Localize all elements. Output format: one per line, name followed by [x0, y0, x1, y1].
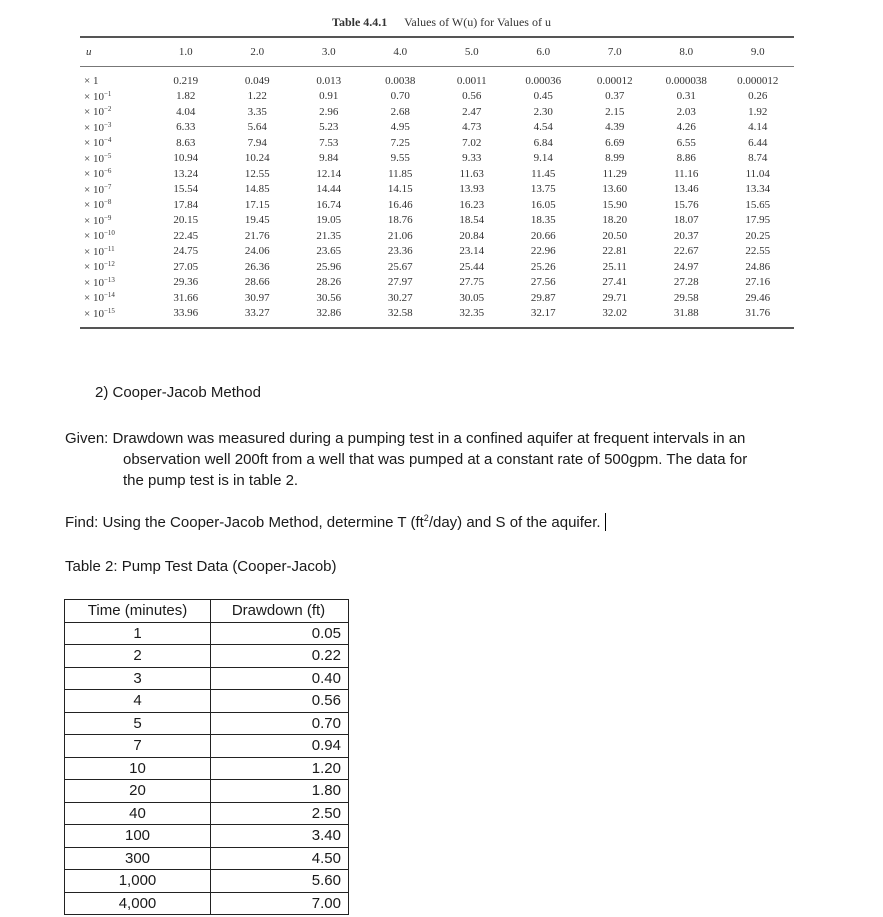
pump-table-row: [65, 690, 349, 713]
wu-value-cell: 4.54: [533, 121, 553, 134]
wu-multiplier-header: 8.0: [679, 46, 694, 58]
wu-value-cell: 27.16: [745, 276, 771, 289]
wu-value-cell: 20.50: [602, 229, 628, 242]
wu-value-cell: 20.25: [745, 229, 771, 242]
wu-value-cell: 13.34: [745, 183, 771, 196]
wu-value-cell: 11.29: [602, 167, 627, 180]
wu-value-cell: 6.44: [748, 136, 768, 149]
wu-value-cell: 22.67: [673, 245, 699, 258]
drawdown-cell: 7.00: [211, 892, 349, 915]
drawdown-cell: 1.80: [211, 780, 349, 803]
wu-value-cell: 11.16: [674, 167, 699, 180]
wu-value-cell: 15.90: [602, 198, 628, 211]
wu-value-cell: 22.45: [173, 229, 199, 242]
wu-table-caption-number: Table 4.4.1: [332, 15, 388, 29]
time-cell: 7: [65, 735, 211, 758]
wu-multiplier-header: 9.0: [750, 46, 765, 58]
wu-value-cell: 1.22: [247, 90, 267, 103]
wu-value-cell: 15.54: [173, 183, 199, 196]
wu-table-row: [80, 290, 794, 306]
drawdown-cell: 0.05: [211, 622, 349, 645]
wu-u-value: [80, 136, 150, 149]
wu-multiplier-header: 5.0: [464, 46, 479, 58]
drawdown-cell: 0.56: [211, 690, 349, 713]
wu-table-row: [80, 151, 794, 167]
wu-value-cell: 17.15: [244, 198, 270, 211]
wu-value-cell: 19.05: [316, 214, 342, 227]
wu-value-cell: 2.96: [319, 105, 339, 118]
wu-value-cell: 24.86: [745, 260, 771, 273]
wu-value-cell: 11.63: [459, 167, 484, 180]
wu-u-exponent: −13: [103, 275, 115, 284]
wu-u-value: [80, 260, 150, 273]
wu-table-row: [80, 213, 794, 229]
wu-value-cell: 27.28: [673, 276, 699, 289]
wu-u-value: [80, 198, 150, 211]
wu-u-exponent: −4: [103, 136, 112, 145]
wu-table-header: [80, 38, 794, 67]
wu-value-cell: 9.55: [390, 152, 410, 165]
wu-value-cell: 21.35: [316, 229, 342, 242]
wu-value-cell: 0.31: [676, 90, 696, 103]
wu-table-row: [80, 73, 794, 89]
pump-table-row: [65, 780, 349, 803]
wu-u-base: × 10: [84, 168, 104, 181]
time-cell: 4,000: [65, 892, 211, 915]
wu-value-cell: 9.14: [533, 152, 553, 165]
wu-value-cell: 2.15: [605, 105, 625, 118]
drawdown-cell: 2.50: [211, 802, 349, 825]
wu-value-cell: 22.81: [602, 245, 628, 258]
wu-value-cell: 2.30: [533, 105, 553, 118]
wu-value-cell: 12.55: [244, 167, 270, 180]
wu-u-base: × 10: [84, 106, 104, 119]
wu-u-exponent: −3: [103, 120, 112, 129]
pump-table-row: [65, 825, 349, 848]
wu-value-cell: 29.87: [530, 291, 556, 304]
wu-multiplier-header: 6.0: [536, 46, 551, 58]
wu-value-cell: 8.99: [605, 152, 625, 165]
wu-table-row: [80, 244, 794, 260]
wu-value-cell: 30.56: [316, 291, 342, 304]
wu-value-cell: 33.96: [173, 307, 199, 320]
wu-value-cell: 23.36: [387, 245, 413, 258]
wu-table-row: [80, 259, 794, 275]
wu-u-value: [80, 229, 150, 242]
wu-value-cell: 0.56: [462, 90, 482, 103]
wu-multiplier-header: 2.0: [250, 46, 265, 58]
wu-value-cell: 8.74: [748, 152, 768, 165]
wu-value-cell: 13.24: [173, 167, 199, 180]
find-text: Find: Using the Cooper-Jacob Method, determine T (ft: [65, 514, 424, 531]
wu-u-exponent: −7: [103, 182, 112, 191]
wu-table-row: [80, 182, 794, 198]
wu-value-cell: 14.85: [244, 183, 270, 196]
pump-table-row: [65, 712, 349, 735]
wu-table-row: [80, 197, 794, 213]
wu-value-cell: 16.46: [387, 198, 413, 211]
wu-value-cell: 32.86: [316, 307, 342, 320]
wu-value-cell: 27.75: [459, 276, 485, 289]
time-cell: 300: [65, 847, 211, 870]
drawdown-cell: 4.50: [211, 847, 349, 870]
wu-value-cell: 21.76: [244, 229, 270, 242]
wu-value-cell: 32.35: [459, 307, 485, 320]
wu-value-cell: 13.60: [602, 183, 628, 196]
wu-value-cell: 6.84: [533, 136, 553, 149]
wu-table-row: [80, 104, 794, 120]
wu-u-header: u: [86, 46, 92, 58]
wu-value-cell: 14.44: [316, 183, 342, 196]
wu-value-cell: 14.15: [387, 183, 413, 196]
drawdown-cell: 3.40: [211, 825, 349, 848]
wu-value-cell: 26.36: [244, 260, 270, 273]
pump-table-row: [65, 645, 349, 668]
wu-value-cell: 25.44: [459, 260, 485, 273]
wu-value-cell: 0.00012: [596, 74, 633, 87]
find-superscript: 2: [423, 513, 429, 523]
wu-value-cell: 15.76: [673, 198, 699, 211]
wu-value-cell: 0.26: [748, 90, 768, 103]
wu-value-cell: 18.20: [602, 214, 628, 227]
wu-value-cell: 0.013: [316, 74, 342, 87]
wu-value-cell: 22.96: [530, 245, 556, 258]
wu-value-cell: 24.75: [173, 245, 199, 258]
wu-value-cell: 9.33: [462, 152, 482, 165]
wu-value-cell: 15.65: [745, 198, 771, 211]
pump-table-row: [65, 735, 349, 758]
wu-value-cell: 4.95: [390, 121, 410, 134]
wu-multiplier-header: 7.0: [607, 46, 622, 58]
wu-value-cell: 28.66: [244, 276, 270, 289]
wu-value-cell: 7.53: [319, 136, 339, 149]
wu-u-value: [80, 291, 150, 304]
wu-u-base: × 10: [84, 245, 104, 258]
wu-value-cell: 12.14: [316, 167, 342, 180]
wu-table-row: [80, 228, 794, 244]
wu-u-base: × 10: [84, 199, 104, 212]
wu-value-cell: 7.94: [247, 136, 267, 149]
wu-value-cell: 13.46: [673, 183, 699, 196]
drawdown-cell: 0.40: [211, 667, 349, 690]
time-cell: 3: [65, 667, 211, 690]
given-line: observation well 200ft from a well that was pumped at a constant rate of 500gpm. The data for: [123, 451, 748, 468]
wu-value-cell: 5.23: [319, 121, 339, 134]
wu-value-cell: 6.55: [676, 136, 696, 149]
wu-u-exponent: −2: [103, 105, 112, 114]
wu-value-cell: 22.55: [745, 245, 771, 258]
wu-value-cell: 17.95: [745, 214, 771, 227]
text-cursor: [605, 513, 606, 531]
wu-value-cell: 30.05: [459, 291, 485, 304]
wu-table-row: [80, 135, 794, 151]
wu-value-cell: 11.85: [388, 167, 413, 180]
wu-value-cell: 2.68: [390, 105, 410, 118]
find-text: /day) and S of the aquifer.: [428, 514, 601, 531]
wu-value-cell: 10.24: [244, 152, 270, 165]
wu-u-base: × 10: [84, 90, 104, 103]
wu-u-exponent: −6: [103, 167, 112, 176]
wu-value-cell: 16.74: [316, 198, 342, 211]
wu-value-cell: 27.05: [173, 260, 199, 273]
wu-value-cell: 29.36: [173, 276, 199, 289]
pump-test-table: [64, 599, 349, 915]
wu-value-cell: 32.17: [530, 307, 556, 320]
drawdown-cell: 0.22: [211, 645, 349, 668]
pump-table-row: [65, 757, 349, 780]
wu-value-cell: 13.93: [459, 183, 485, 196]
drawdown-cell: 0.70: [211, 712, 349, 735]
drawdown-cell: 1.20: [211, 757, 349, 780]
wu-value-cell: 0.049: [244, 74, 270, 87]
wu-value-cell: 4.73: [462, 121, 482, 134]
wu-value-cell: 7.25: [390, 136, 410, 149]
wu-value-cell: 25.26: [530, 260, 556, 273]
wu-value-cell: 5.64: [247, 121, 267, 134]
wu-value-cell: 30.27: [387, 291, 413, 304]
wu-value-cell: 29.71: [602, 291, 628, 304]
wu-value-cell: 18.76: [387, 214, 413, 227]
pump-table-header-row: [65, 600, 349, 623]
wu-value-cell: 8.86: [676, 152, 696, 165]
wu-table-caption-text: Values of W(u) for Values of u: [404, 15, 551, 29]
wu-u-value: [80, 152, 150, 165]
wu-value-cell: 0.0038: [385, 74, 416, 87]
wu-value-cell: 0.45: [533, 90, 553, 103]
wu-value-cell: 29.46: [745, 291, 771, 304]
given-label: Given:: [65, 430, 109, 447]
time-cell: 5: [65, 712, 211, 735]
wu-value-cell: 6.33: [176, 121, 196, 134]
wu-value-cell: 30.97: [244, 291, 270, 304]
given-line: the pump test is in table 2.: [123, 472, 299, 489]
wu-value-cell: 0.000012: [737, 74, 779, 87]
wu-u-exponent: −9: [103, 213, 112, 222]
wu-u-base: × 10: [84, 276, 104, 289]
wu-value-cell: 27.56: [530, 276, 556, 289]
wu-multiplier-header: 1.0: [178, 46, 193, 58]
wu-value-cell: 0.219: [173, 74, 199, 87]
wu-u-exponent: −14: [103, 291, 115, 300]
time-cell: 4: [65, 690, 211, 713]
wu-u-exponent: −1: [103, 89, 112, 98]
wu-value-cell: 8.63: [176, 136, 196, 149]
wu-value-cell: 25.11: [602, 260, 627, 273]
time-cell: 100: [65, 825, 211, 848]
wu-u-value: [80, 167, 150, 180]
wu-u-base: × 10: [84, 230, 104, 243]
wu-value-cell: 31.66: [173, 291, 199, 304]
wu-value-cell: 6.69: [605, 136, 625, 149]
wu-value-cell: 25.96: [316, 260, 342, 273]
wu-value-cell: 32.58: [387, 307, 413, 320]
wu-value-cell: 7.02: [462, 136, 482, 149]
wu-value-cell: 20.15: [173, 214, 199, 227]
wu-value-cell: 13.75: [530, 183, 556, 196]
wu-value-cell: 1.92: [748, 105, 768, 118]
time-cell: 1: [65, 622, 211, 645]
wu-u-value: [80, 307, 150, 320]
drawdown-cell: 5.60: [211, 870, 349, 893]
given-paragraph: [65, 428, 825, 491]
wu-table-row: [80, 166, 794, 182]
wu-u-value: [80, 75, 150, 87]
wu-value-cell: 23.14: [459, 245, 485, 258]
wu-table-body: [80, 67, 794, 327]
wu-u-exponent: −10: [103, 229, 115, 238]
drawdown-column-header: Drawdown (ft): [211, 600, 349, 623]
pump-table-row: [65, 622, 349, 645]
wu-value-cell: 3.35: [247, 105, 267, 118]
wu-value-cell: 24.97: [673, 260, 699, 273]
time-cell: 10: [65, 757, 211, 780]
time-cell: 20: [65, 780, 211, 803]
wu-u-base: × 10: [84, 292, 104, 305]
wu-value-cell: 27.41: [602, 276, 628, 289]
wu-value-cell: 0.37: [605, 90, 625, 103]
wu-value-cell: 18.54: [459, 214, 485, 227]
wu-value-cell: 11.45: [531, 167, 556, 180]
time-column-header: Time (minutes): [65, 600, 211, 623]
wu-table-row: [80, 275, 794, 291]
pump-table-row: [65, 847, 349, 870]
wu-value-cell: 32.02: [602, 307, 628, 320]
wu-value-cell: 4.04: [176, 105, 196, 118]
wu-value-cell: 0.00036: [525, 74, 562, 87]
wu-value-cell: 16.05: [530, 198, 556, 211]
drawdown-cell: 0.94: [211, 735, 349, 758]
wu-u-exponent: −15: [103, 306, 115, 315]
time-cell: 1,000: [65, 870, 211, 893]
wu-value-cell: 29.58: [673, 291, 699, 304]
wu-table-row: [80, 306, 794, 322]
wu-u-base: × 1: [84, 74, 99, 87]
wu-u-value: [80, 214, 150, 227]
wu-multiplier-header: 3.0: [321, 46, 336, 58]
wu-table-row: [80, 120, 794, 136]
wu-table-caption: [0, 15, 883, 30]
wu-value-cell: 18.07: [673, 214, 699, 227]
wu-value-cell: 0.91: [319, 90, 339, 103]
pump-table-row: [65, 892, 349, 915]
wu-u-value: [80, 276, 150, 289]
time-cell: 40: [65, 802, 211, 825]
wu-value-cell: 20.66: [530, 229, 556, 242]
pump-table-row: [65, 802, 349, 825]
time-cell: 2: [65, 645, 211, 668]
wu-u-value: [80, 105, 150, 118]
wu-value-cell: 4.14: [748, 121, 768, 134]
wu-u-value: [80, 183, 150, 196]
wu-value-cell: 21.06: [387, 229, 413, 242]
wu-multiplier-header: 4.0: [393, 46, 408, 58]
wu-value-cell: 23.65: [316, 245, 342, 258]
wu-value-cell: 19.45: [244, 214, 270, 227]
wu-value-cell: 27.97: [387, 276, 413, 289]
find-paragraph[interactable]: [65, 513, 606, 531]
wu-value-cell: 2.47: [462, 105, 482, 118]
pump-table-row: [65, 870, 349, 893]
wu-value-cell: 17.84: [173, 198, 199, 211]
wu-value-cell: 18.35: [530, 214, 556, 227]
wu-value-cell: 33.27: [244, 307, 270, 320]
wu-value-cell: 0.000038: [665, 74, 707, 87]
wu-value-cell: 31.76: [745, 307, 771, 320]
wu-value-cell: 16.23: [459, 198, 485, 211]
wu-u-value: [80, 245, 150, 258]
wu-value-cell: 1.82: [176, 90, 196, 103]
wu-u-base: × 10: [84, 121, 104, 134]
wu-value-cell: 4.39: [605, 121, 625, 134]
problem-heading: 2) Cooper-Jacob Method: [95, 384, 261, 401]
wu-u-base: × 10: [84, 152, 104, 165]
wu-table: [80, 36, 794, 329]
wu-u-exponent: −12: [103, 260, 115, 269]
wu-u-base: × 10: [84, 214, 104, 227]
wu-value-cell: 9.84: [319, 152, 339, 165]
wu-value-cell: 31.88: [673, 307, 699, 320]
wu-u-value: [80, 90, 150, 103]
wu-value-cell: 25.67: [387, 260, 413, 273]
wu-u-exponent: −5: [103, 151, 112, 160]
wu-value-cell: 28.26: [316, 276, 342, 289]
wu-u-value: [80, 121, 150, 134]
wu-value-cell: 0.70: [390, 90, 410, 103]
given-line: Drawdown was measured during a pumping test in a confined aquifer at frequent intervals in an: [112, 430, 746, 447]
pump-table-row: [65, 667, 349, 690]
wu-value-cell: 10.94: [173, 152, 199, 165]
wu-value-cell: 2.03: [676, 105, 696, 118]
table2-caption: Table 2: Pump Test Data (Cooper-Jacob): [65, 558, 337, 575]
wu-u-exponent: −8: [103, 198, 112, 207]
wu-table-row: [80, 89, 794, 105]
wu-value-cell: 4.26: [676, 121, 696, 134]
wu-u-base: × 10: [84, 183, 104, 196]
wu-value-cell: 20.37: [673, 229, 699, 242]
wu-u-base: × 10: [84, 261, 104, 274]
wu-u-base: × 10: [84, 137, 104, 150]
wu-value-cell: 0.0011: [456, 74, 487, 87]
wu-value-cell: 20.84: [459, 229, 485, 242]
wu-u-base: × 10: [84, 307, 104, 320]
wu-value-cell: 24.06: [244, 245, 270, 258]
wu-u-exponent: −11: [103, 244, 115, 253]
pump-table-body: [65, 622, 349, 915]
wu-value-cell: 11.04: [745, 167, 770, 180]
